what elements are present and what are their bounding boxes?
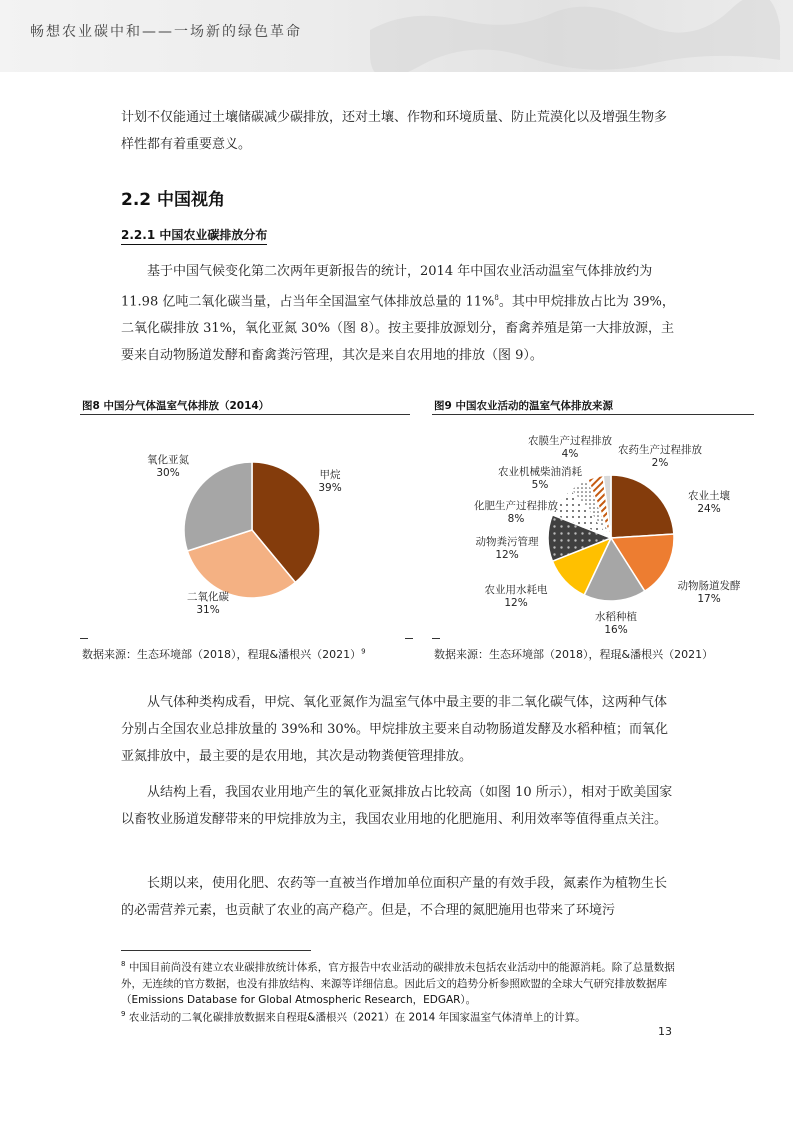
footnote-8-number: 8 <box>121 960 126 968</box>
pie-label-1-name: 二氧化碳 <box>187 591 229 603</box>
pie-slice-0 <box>611 475 674 538</box>
fig9-title: 图9 中国农业活动的温室气体排放来源 <box>434 400 613 412</box>
subsection-heading: 2.2.1 中国农业碳排放分布 <box>121 226 267 245</box>
footnote-ref-8[interactable]: 8 <box>494 294 499 302</box>
pie-label-5-value: 8% <box>507 513 525 525</box>
pie-label-0-name: 甲烷 <box>319 469 341 481</box>
pie-label-8-value: 2% <box>651 457 669 469</box>
pie-label-1-value: 31% <box>196 604 220 616</box>
pie-label-0-value: 39% <box>318 482 342 494</box>
pie-label-5-name: 化肥生产过程排放 <box>474 500 558 512</box>
fig9-tick <box>432 638 440 639</box>
pie-label-1-value: 17% <box>697 593 721 605</box>
paragraph-fertilizer: 长期以来，使用化肥、农药等一直被当作增加单位面积产量的有效手段，氮素作为植物生长的必需营养元素，也贡献了农业的高产稳产。但是，不合理的氮肥施用也带来了环境污 <box>121 876 668 918</box>
fig8-tick <box>80 638 88 639</box>
world-map-watermark <box>350 0 790 72</box>
paragraph-emissions-part1: 基于中国气候变化第二次两年更新报告的统计，2014 年中国农业活动温室气体排放约为 11.98 亿吨二氧化碳当量，占当年全国温室气体排放总量的 11% <box>121 264 653 310</box>
pie-label-8-name: 农药生产过程排放 <box>618 444 702 456</box>
fig8-tick-right <box>405 638 413 639</box>
pie-label-2-name: 水稻种植 <box>595 611 637 623</box>
pie-label-3-value: 12% <box>504 597 528 609</box>
pie-label-2-name: 氧化亚氮 <box>147 454 189 466</box>
fig8-source-text: 数据来源：生态环境部（2018），程琨&潘根兴（2021） <box>82 648 362 661</box>
fig8-title: 图8 中国分气体温室气体排放（2014） <box>82 400 270 412</box>
pie-label-2-value: 30% <box>156 467 180 479</box>
intro-paragraph: 计划不仅能通过土壤储碳减少碳排放，还对土壤、作物和环境质量、防止荒漠化以及增强生物多样性都有着重要意义。 <box>121 110 668 152</box>
pie-label-0-value: 24% <box>697 503 721 515</box>
fig8-source <box>82 646 366 662</box>
footnote-ref-9[interactable]: 9 <box>361 647 366 656</box>
footnote-9 <box>121 1006 677 1026</box>
footnote-9-text: 农业活动的二氧化碳排放数据来自程琨&潘根兴（2021）在 2014 年国家温室气体清单上的计算。 <box>128 1011 586 1024</box>
pie-label-4-value: 12% <box>495 549 519 561</box>
pie-label-7-value: 4% <box>561 448 579 460</box>
page-number: 13 <box>658 1025 672 1038</box>
fig8-pie-chart <box>80 418 420 643</box>
pie-label-6-name: 农业机械柴油消耗 <box>498 466 582 478</box>
section-heading: 2.2 中国视角 <box>121 190 226 210</box>
pie-label-3-name: 农业用水耗电 <box>484 584 548 596</box>
paragraph-gas-types: 从气体种类构成看，甲烷、氧化亚氮作为温室气体中最主要的非二氧化碳气体，这两种气体分别占全国农业总排放量的 39%和 30%。甲烷排放主要来自动物肠道发酵及水稻种植；而氧化亚氮排放中，最主要的是农用地，其次是动物粪便管理排放。 <box>121 695 669 764</box>
header-title: 畅想农业碳中和——一场新的绿色革命 <box>30 24 302 40</box>
pie-label-0-name: 农业土壤 <box>688 490 730 502</box>
fig8-rule <box>80 414 410 415</box>
paragraph-structure: 从结构上看，我国农业用地产生的氧化亚氮排放占比较高（如图 10 所示），相对于欧美国家以畜牧业肠道发酵带来的甲烷排放为主，我国农业用地的化肥施用、利用效率等值得重点关注。 <box>121 785 673 827</box>
fig9-pie-chart <box>432 418 762 643</box>
pie-label-2-value: 16% <box>604 624 628 636</box>
pie-label-1-name: 动物肠道发酵 <box>677 580 741 592</box>
paragraph-emissions <box>121 258 677 369</box>
pie-label-4-name: 动物粪污管理 <box>475 536 539 548</box>
pie-label-6-value: 5% <box>531 479 549 491</box>
footnote-rule <box>121 950 311 951</box>
footnote-9-number: 9 <box>121 1010 126 1018</box>
fig9-rule <box>432 414 754 415</box>
footnote-8-text: 中国目前尚没有建立农业碳排放统计体系，官方报告中农业活动的碳排放未包括农业活动中的能源消耗。除了总量数据外，无连续的官方数据，也没有排放结构、来源等详细信息。因此后文的趋势分析参照欧盟的全球大气研究排放数据库（Emissions Database for Global Atmospheric Research，EDGAR）。 <box>121 961 675 1006</box>
fig9-source: 数据来源：生态环境部（2018），程琨&潘根兴（2021） <box>434 648 714 661</box>
paragraph-emissions-part2: 。其中甲烷排放占比为 39%，二氧化碳排放 31%，氧化亚氮 30%（图 8）。按主要排放源划分，畜禽养殖是第一大排放源，主要来自动物肠道发酵和畜禽粪污管理，其次是来自农用地的排放（图 9）。 <box>121 294 675 364</box>
pie-label-7-name: 农膜生产过程排放 <box>528 435 612 447</box>
page-header <box>0 0 793 72</box>
footnote-8 <box>121 956 677 1008</box>
